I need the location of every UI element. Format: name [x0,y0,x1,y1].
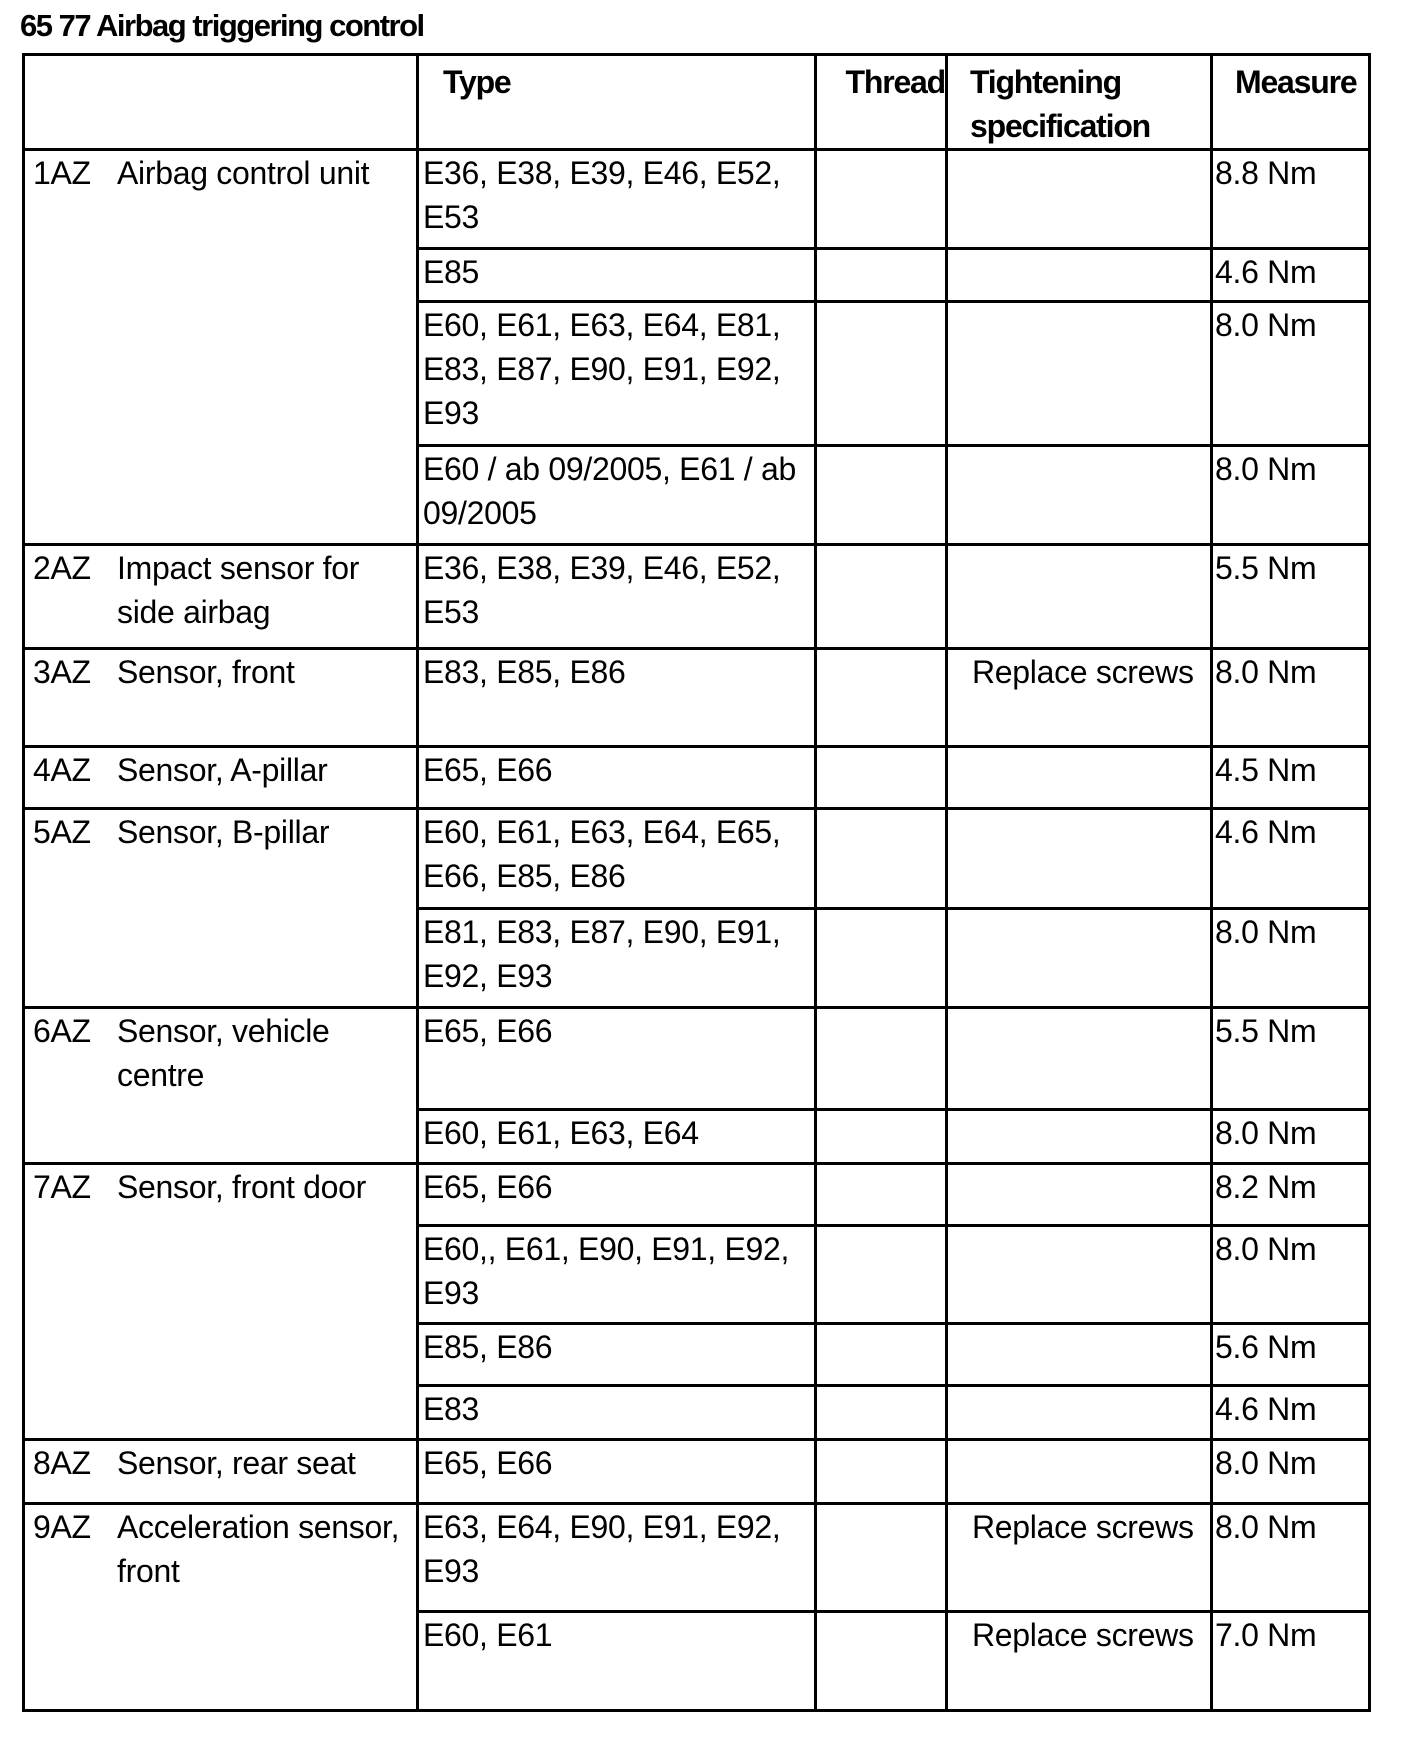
component-cell [24,649,418,747]
thread-cell [816,747,947,809]
type-cell: E36, E38, E39, E46, E52, E53 [418,545,816,649]
type-cell: E60, E61, E63, E64, E81, E83, E87, E90, E91, E92, E93 [418,302,816,446]
header-component [24,55,418,150]
table-row [24,809,1370,909]
measure-cell: 5.5 Nm [1212,545,1370,649]
measure-cell: 7.0 Nm [1212,1612,1370,1711]
tightening-spec-cell: Replace screws [947,649,1212,747]
thread-cell [816,1324,947,1386]
type-cell: E81, E83, E87, E90, E91, E92, E93 [418,909,816,1008]
component-code: 9AZ [33,1509,91,1545]
component-label: Sensor, vehicle centre [117,1013,330,1093]
tightening-spec-cell [947,1110,1212,1164]
measure-cell: 8.0 Nm [1212,302,1370,446]
thread-cell [816,809,947,909]
measure-cell: 8.0 Nm [1212,1110,1370,1164]
thread-cell [816,909,947,1008]
type-cell: E60 / ab 09/2005, E61 / ab 09/2005 [418,446,816,545]
component-cell [24,1164,418,1440]
tightening-spec-cell: Replace screws [947,1504,1212,1612]
measure-cell: 8.0 Nm [1212,649,1370,747]
header-row [24,55,1370,150]
table-row [24,150,1370,249]
measure-cell: 8.0 Nm [1212,1226,1370,1324]
measure-cell: 5.5 Nm [1212,1008,1370,1110]
measure-cell: 8.0 Nm [1212,446,1370,545]
type-cell: E60, E61 [418,1612,816,1711]
tightening-spec-cell: Replace screws [947,1612,1212,1711]
tightening-spec-cell [947,446,1212,545]
table-row [24,649,1370,747]
type-cell: E83, E85, E86 [418,649,816,747]
thread-cell [816,302,947,446]
component-cell [24,1504,418,1711]
thread-cell [816,1164,947,1226]
measure-cell: 8.8 Nm [1212,150,1370,249]
thread-cell [816,150,947,249]
thread-cell [816,446,947,545]
thread-cell [816,1386,947,1440]
table-row [24,1440,1370,1504]
table-row [24,545,1370,649]
thread-cell [816,1110,947,1164]
type-cell: E85 [418,249,816,302]
component-label: Sensor, front [117,654,295,690]
thread-cell [816,249,947,302]
component-code: 3AZ [33,654,91,690]
type-cell: E65, E66 [418,1440,816,1504]
tightening-spec-cell [947,1386,1212,1440]
tightening-spec-cell [947,1226,1212,1324]
tightening-spec-cell [947,302,1212,446]
table-row [24,1008,1370,1110]
measure-cell: 8.0 Nm [1212,1440,1370,1504]
type-cell: E85, E86 [418,1324,816,1386]
tightening-spec-cell [947,909,1212,1008]
component-label: Acceleration sensor, front [117,1509,400,1589]
measure-cell: 8.2 Nm [1212,1164,1370,1226]
component-code: 7AZ [33,1169,91,1205]
thread-cell [816,1504,947,1612]
thread-cell [816,1226,947,1324]
component-code: 2AZ [33,550,91,586]
tightening-spec-cell [947,150,1212,249]
header-thread: Thread [816,55,947,150]
component-label: Airbag control unit [117,155,370,191]
table-row [24,1164,1370,1226]
measure-cell: 8.0 Nm [1212,909,1370,1008]
component-code: 4AZ [33,752,91,788]
tightening-spec-cell [947,1440,1212,1504]
tightening-spec-cell [947,747,1212,809]
component-cell [24,809,418,1008]
thread-cell [816,1612,947,1711]
component-cell [24,1008,418,1164]
header-measure: Measure [1212,55,1370,150]
tightening-spec-cell [947,1164,1212,1226]
type-cell: E63, E64, E90, E91, E92, E93 [418,1504,816,1612]
component-cell [24,150,418,545]
page-title: 65 77 Airbag triggering control [20,8,424,43]
table-row [24,1504,1370,1612]
torque-spec-table [22,53,1371,1712]
thread-cell [816,649,947,747]
component-code: 6AZ [33,1013,91,1049]
type-cell: E36, E38, E39, E46, E52, E53 [418,150,816,249]
component-label: Impact sensor for side airbag [117,550,360,630]
measure-cell: 4.6 Nm [1212,249,1370,302]
table-row [24,747,1370,809]
measure-cell: 4.6 Nm [1212,809,1370,909]
measure-cell: 4.6 Nm [1212,1386,1370,1440]
component-code: 8AZ [33,1445,91,1481]
component-cell [24,1440,418,1504]
type-cell: E60, E61, E63, E64 [418,1110,816,1164]
tightening-spec-cell [947,249,1212,302]
type-cell: E65, E66 [418,747,816,809]
component-label: Sensor, front door [117,1169,366,1205]
measure-cell: 5.6 Nm [1212,1324,1370,1386]
component-cell [24,747,418,809]
thread-cell [816,1440,947,1504]
component-label: Sensor, rear seat [117,1445,356,1481]
tightening-spec-cell [947,1324,1212,1386]
tightening-spec-cell [947,809,1212,909]
type-cell: E65, E66 [418,1008,816,1110]
header-tightening: Tightening specification [947,55,1212,150]
tightening-spec-cell [947,545,1212,649]
thread-cell [816,545,947,649]
component-code: 1AZ [33,155,91,191]
thread-cell [816,1008,947,1110]
measure-cell: 4.5 Nm [1212,747,1370,809]
type-cell: E83 [418,1386,816,1440]
header-type: Type [418,55,816,150]
tightening-spec-cell [947,1008,1212,1110]
type-cell: E65, E66 [418,1164,816,1226]
component-label: Sensor, A-pillar [117,752,328,788]
measure-cell: 8.0 Nm [1212,1504,1370,1612]
component-label: Sensor, B-pillar [117,814,330,850]
component-code: 5AZ [33,814,91,850]
type-cell: E60, E61, E63, E64, E65, E66, E85, E86 [418,809,816,909]
component-cell [24,545,418,649]
type-cell: E60,, E61, E90, E91, E92, E93 [418,1226,816,1324]
